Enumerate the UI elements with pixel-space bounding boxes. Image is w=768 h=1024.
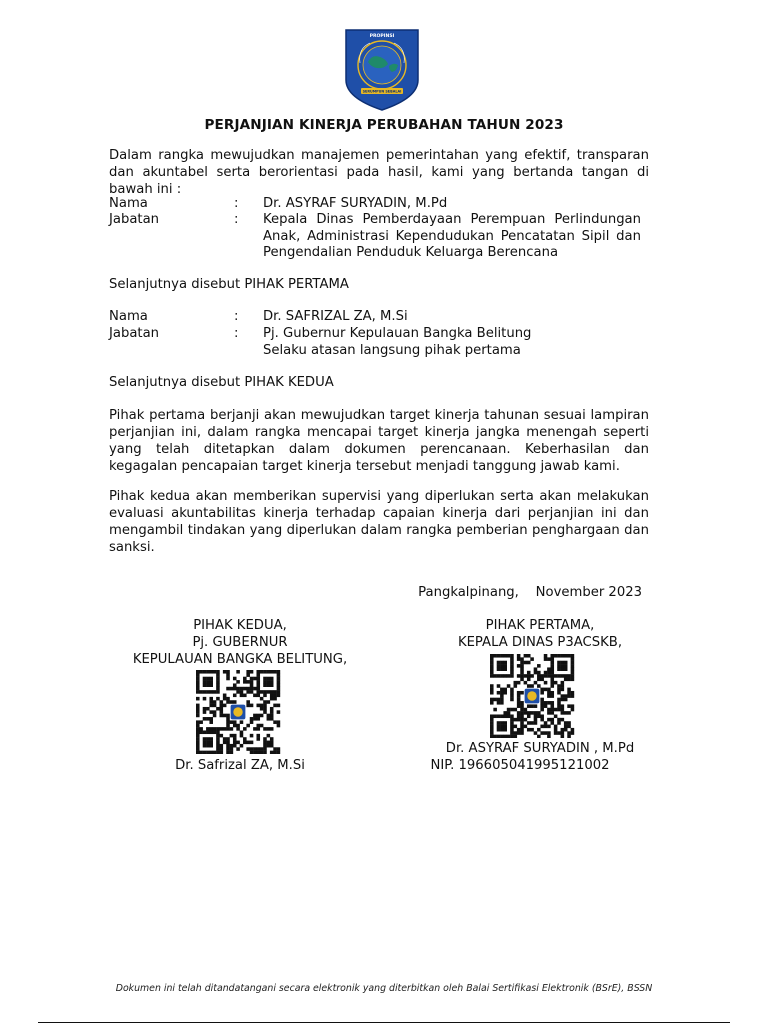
- first-nama-colon: :: [234, 196, 239, 211]
- svg-text:SERUMPUN SEBALAI: SERUMPUN SEBALAI: [362, 89, 402, 94]
- bottom-rule: [38, 1022, 730, 1023]
- signature-left-title: Pj. GUBERNUR: [192, 635, 288, 650]
- first-nama-label: Nama: [109, 196, 148, 211]
- signature-left-region: KEPULAUAN BANGKA BELITUNG,: [132, 652, 348, 667]
- second-party-note: Selanjutnya disebut PIHAK KEDUA: [109, 375, 334, 390]
- signature-left-name: Dr. Safrizal ZA, M.Si: [175, 758, 305, 773]
- e-signature-footer: Dokumen ini telah ditandatangani secara elektronik yang diterbitkan oleh Balai Sertifikasi Elektronik (BSrE), BSSN: [115, 983, 653, 994]
- second-jabatan-colon: :: [234, 326, 239, 341]
- qr-code-icon[interactable]: [194, 670, 282, 754]
- first-nama-value: Dr. ASYRAF SURYADIN, M.Pd: [263, 196, 448, 211]
- second-nama-value: Dr. SAFRIZAL ZA, M.Si: [263, 309, 408, 324]
- intro-paragraph: Dalam rangka mewujudkan manajemen pemerintahan yang efektif, transparan dan akuntabel serta berorientasi pada hasil, kami yang bertanda tangan di bawah ini :: [109, 148, 649, 197]
- place-date: Pangkalpinang, November 2023: [418, 585, 642, 600]
- second-jabatan-label: Jabatan: [109, 326, 160, 341]
- first-jabatan-label: Jabatan: [109, 212, 160, 227]
- signature-right-block: [395, 617, 685, 651]
- signature-right-name: Dr. ASYRAF SURYADIN , M.Pd: [445, 741, 635, 756]
- second-jabatan-value-1: Pj. Gubernur Kepulauan Bangka Belitung: [263, 326, 532, 341]
- commitment-paragraph: Pihak pertama berjanji akan mewujudkan target kinerja tahunan sesuai lampiran perjanjian ini, dalam rangka mencapai target kinerja jangka menengah seperti yang telah ditetapkan dalam dokumen perencanaan. Keberhasilan dan kegagalan pencapaian target kinerja tersebut menjadi tanggung jawab kami.: [109, 408, 649, 474]
- supervision-paragraph: Pihak kedua akan memberikan supervisi yang diperlukan serta akan melakukan evaluasi akuntabilitas kinerja terhadap capaian kinerja dari perjanjian ini dan mengambil tindakan yang diperlukan dalam rangka pemberian penghargaan dan sanksi.: [109, 489, 649, 555]
- first-jabatan-colon: :: [234, 212, 239, 227]
- signature-left-role: PIHAK KEDUA,: [193, 618, 287, 633]
- signature-right-nip: NIP. 196605041995121002: [430, 758, 610, 773]
- first-jabatan-value: Kepala Dinas Pemberdayaan Perempuan Perlindungan Anak, Administrasi Kependudukan Pencatatan Sipil dan Pengendalian Penduduk Keluarga Berencana: [263, 212, 641, 260]
- qr-code-icon[interactable]: [488, 654, 576, 738]
- document-title: PERJANJIAN KINERJA PERUBAHAN TAHUN 2023: [204, 117, 564, 133]
- province-logo: [344, 28, 420, 112]
- signature-right-role: PIHAK PERTAMA,: [485, 618, 595, 633]
- second-jabatan-value-2: Selaku atasan langsung pihak pertama: [263, 343, 521, 358]
- second-nama-colon: :: [234, 309, 239, 324]
- first-party-note: Selanjutnya disebut PIHAK PERTAMA: [109, 277, 349, 292]
- second-nama-label: Nama: [109, 309, 148, 324]
- signature-right-title: KEPALA DINAS P3ACSKB,: [457, 635, 623, 650]
- signature-left-block: [100, 617, 380, 668]
- svg-text:PROPINSI: PROPINSI: [369, 34, 395, 39]
